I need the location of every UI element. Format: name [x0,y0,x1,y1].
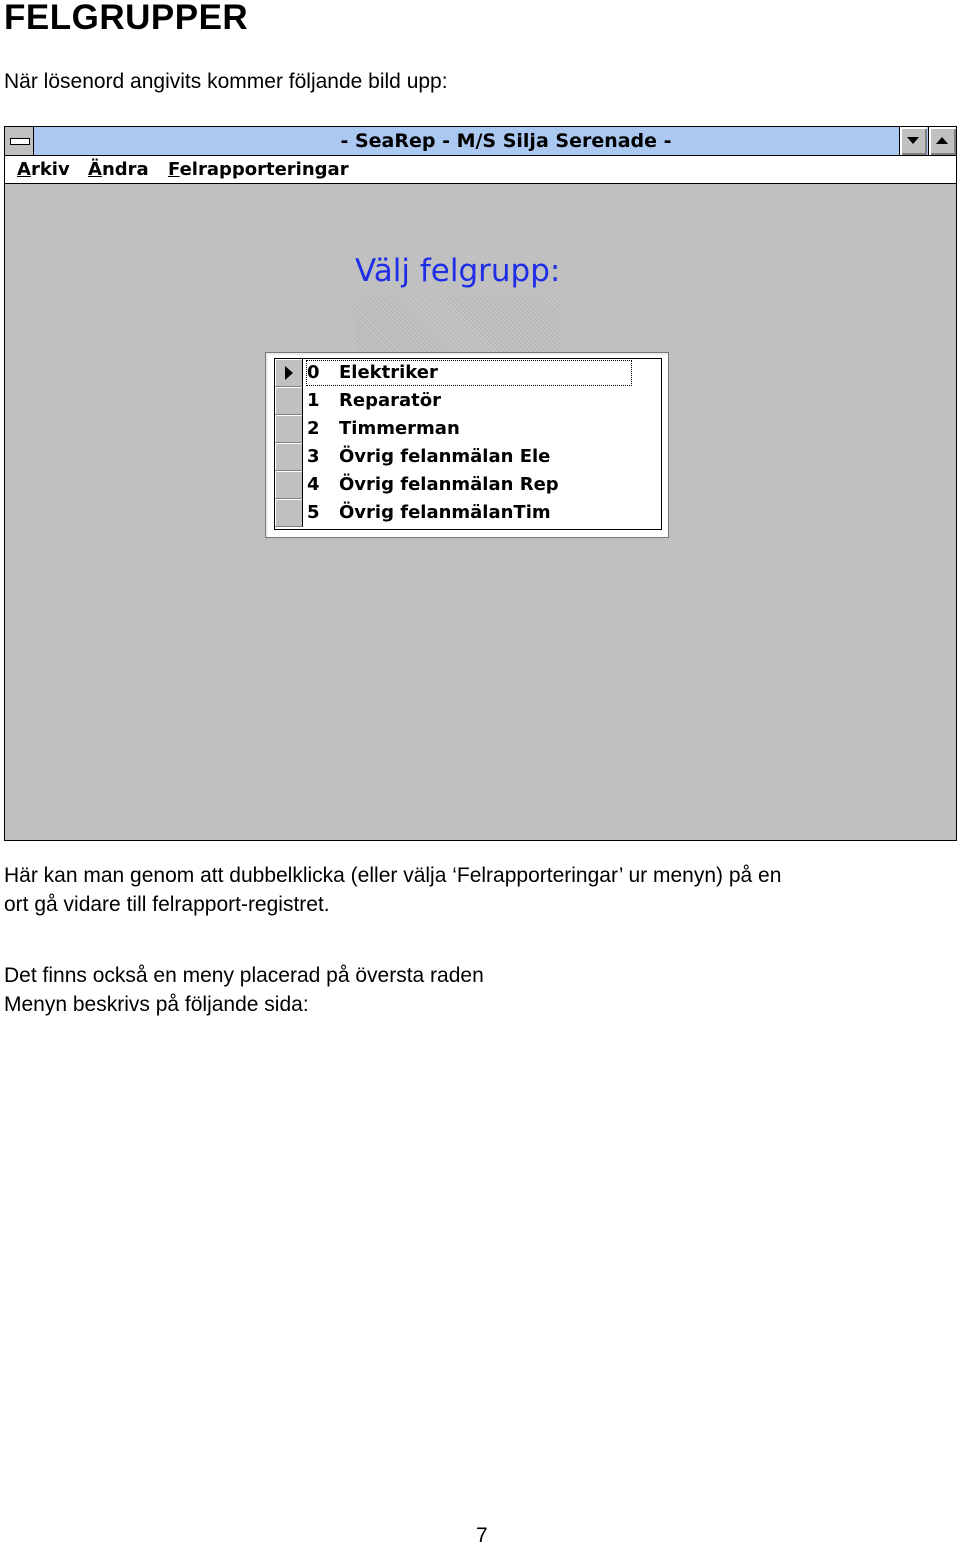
heading-decoration [355,297,560,352]
row-header[interactable] [275,359,303,387]
minimize-arrow-icon [907,137,919,144]
client-area [5,184,956,840]
felgrupp-list[interactable] [265,352,669,538]
list-item-cell[interactable] [305,499,633,527]
dialog-heading: Välj felgrupp: [355,253,561,289]
group-label: Timmerman [339,418,460,439]
list-item[interactable] [275,387,661,415]
list-item[interactable] [275,359,661,387]
row-header[interactable] [275,387,303,415]
group-number: 4 [307,474,320,495]
list-item-cell[interactable] [305,387,633,415]
row-header[interactable] [275,443,303,471]
list-item[interactable] [275,471,661,499]
felgrupp-grid [274,358,662,530]
list-item[interactable] [275,443,661,471]
list-item[interactable] [275,499,661,527]
paragraph-2-line-2: Menyn beskrivs på följande sida: [4,993,309,1016]
page-number: 7 [476,1524,488,1547]
row-header[interactable] [275,499,303,527]
current-row-arrow-icon [285,366,293,380]
group-label: Reparatör [339,390,441,411]
list-item-cell[interactable] [305,471,633,499]
group-number: 3 [307,446,320,467]
menu-felrapporteringar[interactable]: Felrapporteringar [168,159,349,180]
group-label: Övrig felanmälan Rep [339,474,559,495]
maximize-arrow-icon [936,137,948,144]
page-heading: FELGRUPPER [4,0,249,37]
row-header[interactable] [275,415,303,443]
window-title: - SeaRep - M/S Silja Serenade - [340,130,672,152]
group-number: 2 [307,418,320,439]
group-number: 5 [307,502,320,523]
intro-text: När lösenord angivits kommer följande bild upp: [4,70,448,93]
menu-andra[interactable]: Ändra [88,159,149,180]
list-item-cell[interactable] [305,443,633,471]
row-header[interactable] [275,471,303,499]
group-label: Övrig felanmälan Ele [339,446,551,467]
system-menu-icon[interactable] [5,127,34,155]
maximize-button[interactable] [928,127,956,155]
paragraph-1-line-1: Här kan man genom att dubbelklicka (eller välja ‘Felrapporteringar’ ur menyn) på en [4,864,782,887]
title-bar [5,127,956,156]
paragraph-2-line-1: Det finns också en meny placerad på översta raden [4,964,484,987]
menu-arkiv[interactable]: Arkiv [17,159,70,180]
group-number: 0 [307,362,320,383]
group-label: Elektriker [339,362,438,383]
group-label: Övrig felanmälanTim [339,502,551,523]
list-item[interactable] [275,415,661,443]
paragraph-1-line-2: ort gå vidare till felrapport-registret. [4,893,330,916]
group-number: 1 [307,390,320,411]
list-item-cell[interactable] [305,415,633,443]
list-item-cell[interactable] [305,359,633,387]
minimize-button[interactable] [899,127,927,155]
menu-bar [5,156,956,184]
searep-window [4,126,957,841]
